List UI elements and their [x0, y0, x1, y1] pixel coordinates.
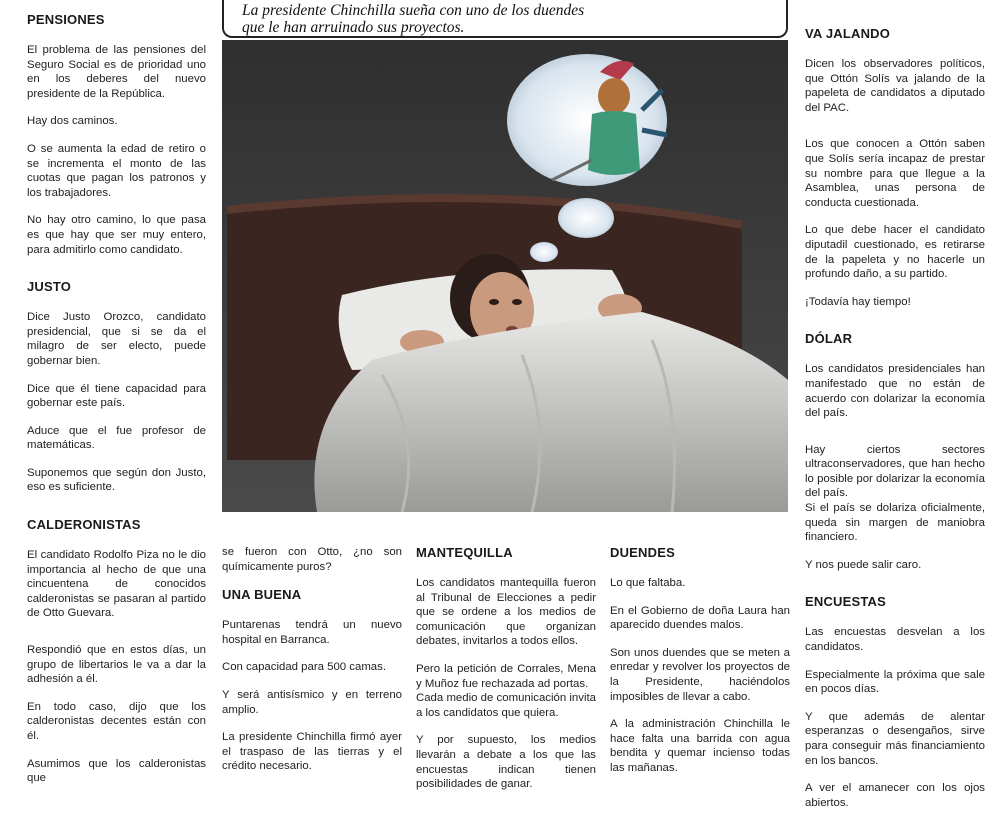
paragraph: Respondió que en estos días, un grupo de libertarios le va a dar la adhesión a él. — [27, 644, 206, 686]
paragraph: Son unos duendes que se meten a enredar y revolver los proyectos de la Presidente, haciéndolos imposibles de llevar a cabo. — [610, 646, 790, 703]
paragraph: O se aumenta la edad de retiro o se incrementa el monto de las cuotas que pagan los patronos y los trabajadores. — [27, 142, 206, 199]
paragraph: Y que además de alentar esperanzas o desengaños, sirve para conseguir más financiamiento en los bancos. — [805, 710, 985, 767]
paragraph: A la administración Chinchilla le hace falta una barrida con agua bendita y quemar incienso todas las mañanas. — [610, 718, 790, 774]
section-title: PENSIONES — [27, 12, 105, 27]
paragraph: El candidato Rodolfo Piza no le dio importancia al hecho de que una cincuentena de conocidos calderonistas se pasaran al partido de Otto Guevara. — [27, 549, 206, 620]
section-va-jalando — [805, 26, 985, 309]
paragraph: Y por supuesto, los medios llevarán a debate a los que las encuestas indican tienen posibilidades de ganar. — [416, 734, 596, 791]
paragraph: Los candidatos presidenciales han manifestado que no están de acuerdo con dolarizar la economía del país. — [805, 363, 985, 420]
photo-illustration — [222, 40, 788, 512]
center-column-2 — [416, 545, 596, 814]
nightmare-photo — [222, 40, 788, 512]
paragraph: Lo que debe hacer el candidato diputadil cuestionado, es retirarse de la papeleta y no hacerle un profundo daño, a su partido. — [805, 224, 985, 281]
paragraph: Lo que faltaba. — [610, 577, 686, 589]
paragraph: ¡Todavía hay tiempo! — [805, 295, 911, 308]
thought-bubble-small — [530, 242, 558, 262]
right-column — [805, 26, 985, 832]
section-una-buena — [222, 587, 402, 774]
paragraph: Suponemos que según don Justo, eso es suficiente. — [27, 466, 206, 494]
paragraph: Especialmente la próxima que sale en pocos días. — [805, 668, 985, 696]
center-column-3 — [610, 545, 790, 798]
thought-bubble-large — [507, 54, 667, 186]
section-encuestas — [805, 594, 985, 810]
paragraph: En todo caso, dijo que los calderonistas decentes están con él. — [27, 700, 206, 742]
paragraph: Pero la petición de Corrales, Mena y Muñoz fue rechazada ad portas. — [416, 662, 596, 690]
section-pensiones — [27, 12, 206, 257]
paragraph: Los que conocen a Ottón saben que Solís sería incapaz de prestar su nombre para que llegue a la Asamblea, unas persona de conducta cuestionada. — [805, 138, 985, 209]
paragraph: Si el país se dolariza oficialmente, queda sin margen de maniobra financiero. — [805, 502, 985, 544]
paragraph: Asumimos que los calderonistas que — [27, 757, 206, 785]
section-title: MANTEQUILLA — [416, 545, 513, 560]
photo-caption — [222, 0, 788, 38]
woman-eye — [489, 299, 499, 305]
caption-line: que le han arruinado sus proyectos. — [242, 19, 465, 36]
paragraph: Dice Justo Orozco, candidato presidencial, que si se da el milagro de ser electo, puede gobernar bien. — [27, 311, 206, 367]
paragraph: Las encuestas desvelan a los candidatos. — [805, 626, 985, 654]
thought-bubble-medium — [558, 198, 614, 238]
paragraph: se fueron con Otto, ¿no son químicamente puros? — [222, 546, 402, 573]
goblin-body — [588, 111, 640, 175]
section-duendes — [610, 545, 790, 776]
paragraph: Aduce que el fue profesor de matemáticas. — [27, 424, 206, 452]
section-title: UNA BUENA — [222, 587, 302, 603]
paragraph: La presidente Chinchilla firmó ayer el traspaso de las tierras y el crédito necesario. — [222, 731, 402, 773]
section-title: JUSTO — [27, 279, 72, 295]
paragraph: Hay ciertos sectores ultraconservadores, que han hecho lo posible por dolarizar la economía del país. — [805, 443, 985, 500]
section-title: DÓLAR — [805, 331, 853, 347]
paragraph: A ver el amanecer con los ojos abiertos. — [805, 782, 985, 809]
woman-eye — [512, 299, 522, 305]
section-title: DUENDES — [610, 545, 675, 560]
paragraph: Y será antisísmico y en terreno amplio. — [222, 688, 402, 716]
paragraph: Y nos puede salir caro. — [805, 558, 922, 571]
section-calderonistas — [27, 517, 206, 786]
paragraph: Puntarenas tendrá un nuevo hospital en Barranca. — [222, 619, 402, 646]
paragraph: Los candidatos mantequilla fueron al Tribunal de Elecciones a pedir que se ordene a los medios de comunicación que organizan debates, invitarlos a todos ellos. — [416, 577, 596, 648]
caption-line: La presidente Chinchilla sueña con uno de los duendes — [242, 2, 585, 19]
paragraph: Dicen los observadores políticos, que Ottón Solís va jalando de la papeleta de candidatos a diputado del PAC. — [805, 58, 985, 114]
paragraph: Con capacidad para 500 camas. — [222, 661, 387, 674]
section-title: CALDERONISTAS — [27, 517, 141, 533]
paragraph: Dice que él tiene capacidad para gobernar este país. — [27, 382, 206, 410]
center-column-1 — [222, 545, 402, 796]
paragraph: No hay otro camino, lo que pasa es que hay que ser muy entero, para admitirlo como candidato. — [27, 214, 206, 256]
section-dolar — [805, 331, 985, 572]
paragraph: Hay dos caminos. — [27, 115, 118, 128]
section-title: ENCUESTAS — [805, 594, 887, 610]
section-justo — [27, 279, 206, 495]
section-title: VA JALANDO — [805, 26, 891, 41]
paragraph: El problema de las pensiones del Seguro Social es de prioridad uno en los deberes del nuevo presidente de la República. — [27, 44, 206, 100]
section-mantequilla — [416, 545, 596, 792]
left-column — [27, 12, 206, 808]
paragraph: Cada medio de comunicación invita a los candidatos que quiera. — [416, 692, 596, 719]
goblin-head — [598, 78, 630, 114]
paragraph: En el Gobierno de doña Laura han aparecido duendes malos. — [610, 604, 790, 632]
